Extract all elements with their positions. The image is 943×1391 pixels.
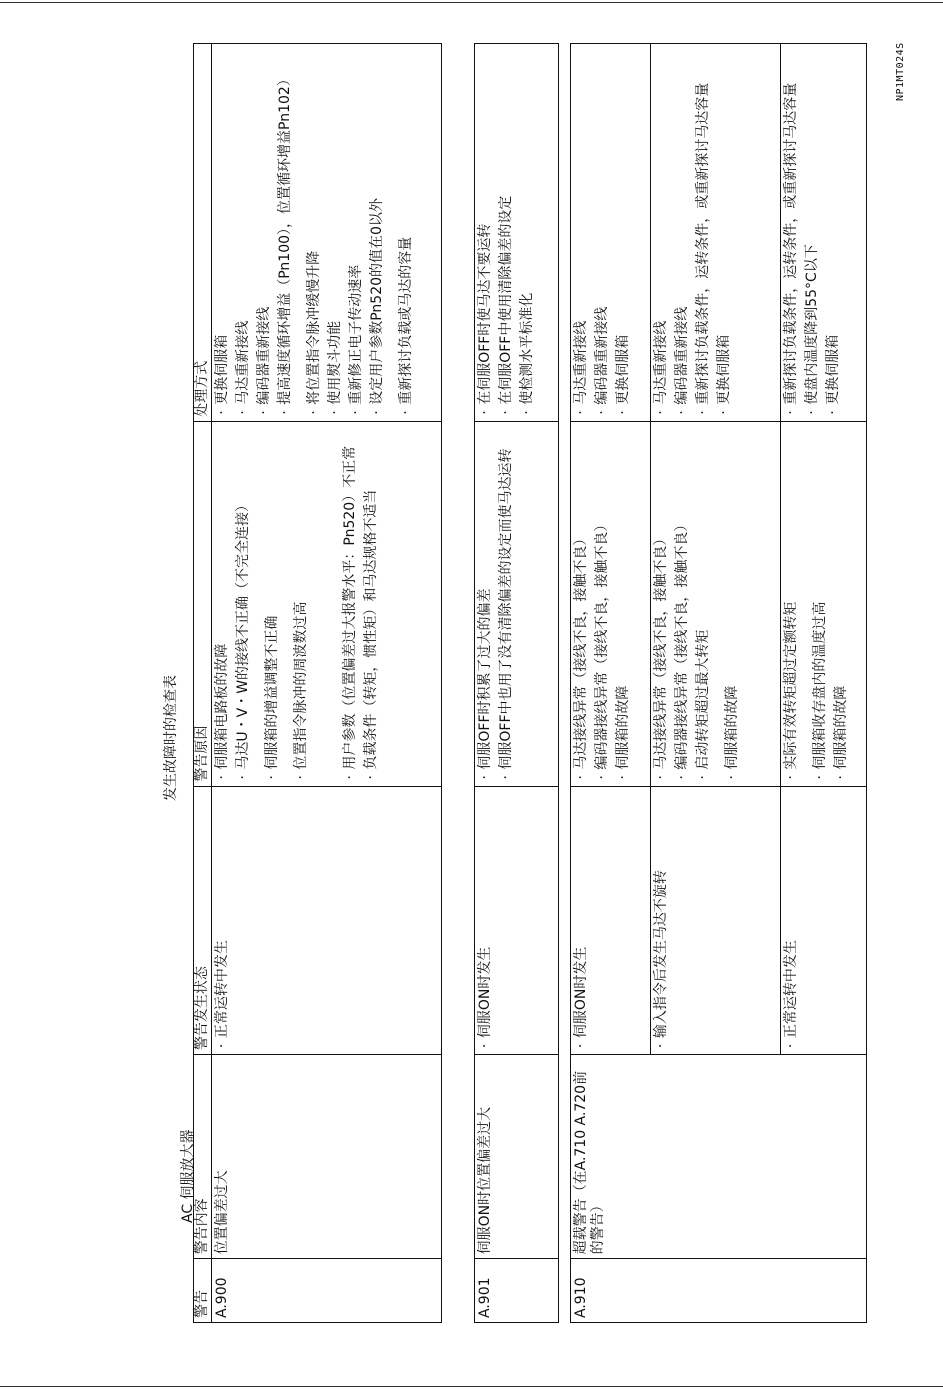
alarm-state: · 伺服ON时发生 [573, 791, 590, 1051]
cause-item: · 编码器接线异常（接线不良，接触不良） [674, 426, 691, 782]
action-item: · 马达重新接线 [573, 48, 590, 417]
header-state: 警告发生状态 [194, 786, 212, 1055]
alarm-state: · 伺服ON时发生 [477, 791, 494, 1051]
cause-item: · 启动转矩超过最大转矩 [695, 426, 712, 782]
action-item: · 重新修正电子传动速率 [348, 48, 365, 417]
cause-item: · 伺服箱的增益调整不正确 [264, 426, 281, 782]
table-caption: 发生故障时的检查表 [163, 675, 179, 801]
cause-item: · 伺服箱的故障 [615, 426, 632, 782]
alarm-code: A.900 [212, 1259, 442, 1323]
table-row [475, 44, 559, 1323]
header-row [194, 44, 212, 1323]
figure-code: NP1MT024S [895, 42, 906, 101]
action-item: · 编码器重新接线 [594, 48, 611, 417]
action-item: · 在伺服OFF中使用清除偏差的设定 [498, 48, 515, 417]
alarm-state: · 输入指令后发生马达不旋转 [653, 791, 670, 1051]
cause-item: · 编码器接线异常（接线不良，接触不良） [594, 426, 611, 782]
action-item: · 更换伺服箱 [825, 48, 842, 417]
cause-item: · 伺服OFF中也用了没有清除偏差的设定而使马达运转 [498, 426, 515, 782]
action-item: · 更换伺服箱 [214, 48, 231, 417]
alarm-code: A.901 [475, 1259, 559, 1323]
alarm-table-a901 [474, 43, 559, 1323]
cause-item: · 伺服箱收存盘内的温度过高 [812, 426, 829, 782]
action-item: · 重新探讨负载条件，运转条件，或重新探讨马达容量 [783, 48, 800, 417]
alarm-table-a900 [193, 43, 442, 1323]
header-alarm: 警告 [194, 1259, 212, 1323]
alarm-content: 位置偏差过大 [212, 1055, 442, 1259]
action-item: · 重新探讨负载或马达的容量 [398, 48, 415, 417]
action-item: · 设定用户参数Pn520的值在0以外 [369, 48, 386, 417]
cause-item: · 伺服OFF时积累了过大的偏差 [477, 426, 494, 782]
action-item: · 在伺服OFF时使马达不要运转 [477, 48, 494, 417]
cause-item: · 用户参数（位置偏差过大报警水平：Pn520）不正常 [342, 426, 359, 782]
cause-item: · 实际有效转矩超过定额转矩 [783, 426, 800, 782]
action-item: · 重新探讨负载条件，运转条件，或重新探讨马达容量 [695, 48, 712, 417]
action-item: · 更换伺服箱 [716, 48, 733, 417]
action-item: · 使检测水平标准化 [519, 48, 536, 417]
action-item: · 马达重新接线 [653, 48, 670, 417]
action-item: · 使用熨斗功能 [327, 48, 344, 417]
cause-item: · 位置指令脉冲的周波数过高 [293, 426, 310, 782]
cause-item: · 伺服箱电路板的故障 [214, 426, 231, 782]
cause-item: · 负载条件（转矩，惯性矩）和马达规格不适当 [363, 426, 380, 782]
alarm-state: · 正常运转中发生 [783, 791, 800, 1051]
cause-item: · 马达U・V・W的接线不正确（不完全连接） [235, 426, 252, 782]
header-content: 警告内容 [194, 1055, 212, 1259]
alarm-table-a910 [570, 43, 867, 1323]
action-item: · 使盘内温度降到55°C以下 [804, 48, 821, 417]
cause-item: · 马达接线异常（接线不良，接触不良） [653, 426, 670, 782]
action-item: · 提高速度循环增益（Pn100），位置循环增益Pn102） [277, 48, 294, 417]
cause-item: · 马达接线异常（接线不良，接触不良） [573, 426, 590, 782]
action-item: · 编码器重新接线 [674, 48, 691, 417]
action-item: · 更换伺服箱 [615, 48, 632, 417]
table-row [571, 44, 651, 1323]
cause-item: · 伺服箱的故障 [724, 426, 741, 782]
alarm-state: · 正常运转中发生 [214, 791, 231, 1051]
alarm-code: A.910 [571, 1259, 867, 1323]
action-item: · 编码器重新接线 [256, 48, 273, 417]
action-item: · 将位置指令脉冲缓慢升降 [306, 48, 323, 417]
action-item: · 马达重新接线 [235, 48, 252, 417]
device-caption: AC 伺服放大器 [180, 1129, 196, 1223]
alarm-content: 超载警告（在A.710 A.720前的警告） [571, 1055, 867, 1259]
table-row [212, 44, 442, 1323]
cause-item: · 伺服箱的故障 [833, 426, 850, 782]
alarm-content: 伺服ON时位置偏差过大 [475, 1055, 559, 1259]
header-cause: 警告原因 [194, 421, 212, 786]
header-action: 处理方式 [194, 44, 212, 422]
